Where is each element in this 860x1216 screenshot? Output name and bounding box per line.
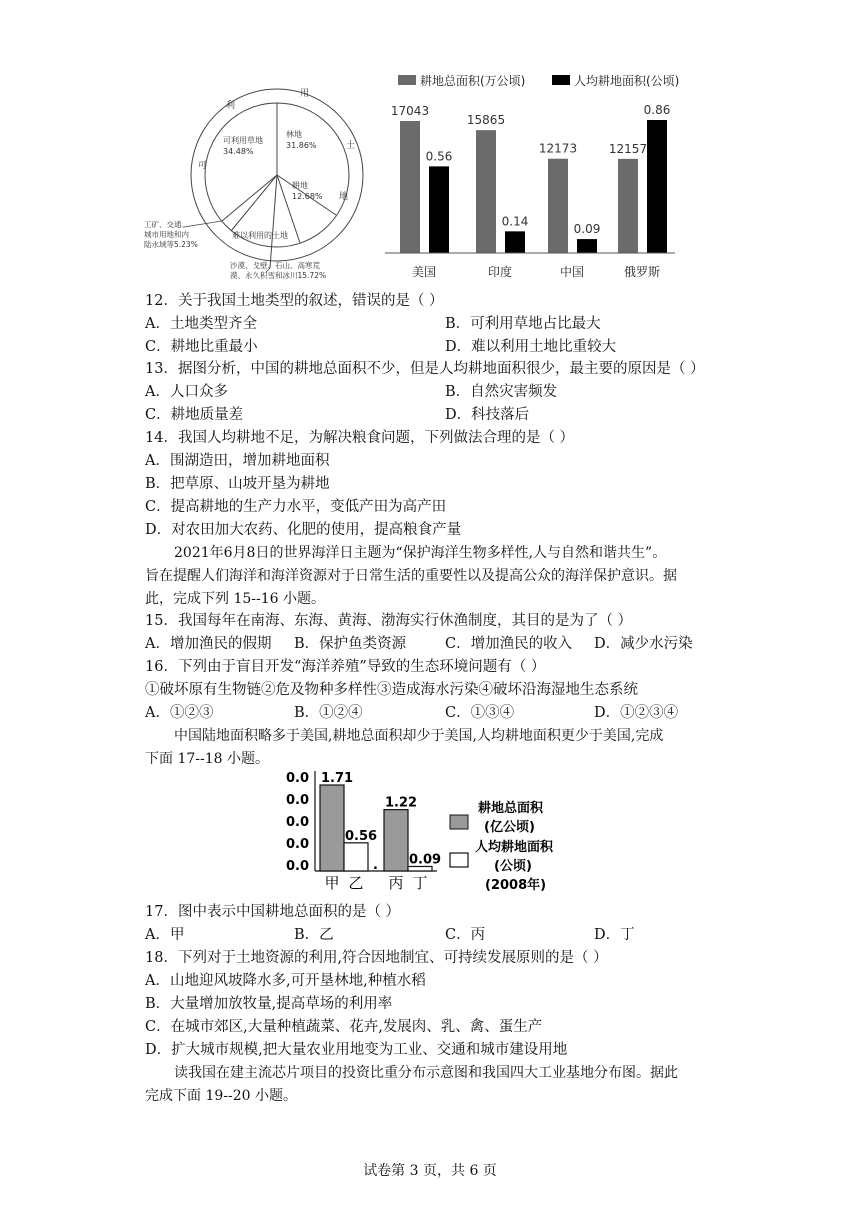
callout-industrial-1: 工矿、交通、 — [144, 220, 189, 229]
small-y-tick-1: 0.0 — [286, 793, 310, 808]
passage2-line2: 下面 17--18 小题。 — [145, 751, 269, 767]
q17-option-a[interactable]: A．甲 — [145, 927, 185, 943]
passage2-line1: 中国陆地面积略多于美国,耕地总面积却少于美国,人均耕地面积更少于美国,完成 — [174, 728, 664, 744]
small-bar-1 — [344, 843, 368, 871]
q14-option-a[interactable]: A．围湖造田，增加耕地面积 — [145, 453, 330, 469]
small-bar-label-2: 1.22 — [385, 795, 418, 811]
bar-per-capita-1 — [505, 231, 525, 253]
q13-stem: 13．据图分析，中国的耕地总面积不少，但是人均耕地面积很少，最主要的原因是（ ） — [145, 361, 705, 377]
category-label-2: 中国 — [559, 265, 585, 279]
legend-swatch-0 — [398, 75, 416, 85]
ring-label-li: 利 — [226, 101, 236, 111]
slice-label-farm: 耕地 — [292, 181, 308, 190]
passage3-line2: 完成下面 19--20 小题。 — [145, 1088, 297, 1104]
q18-option-a[interactable]: A．山地迎风坡降水多,可开垦林地,种植水稻 — [145, 973, 426, 989]
legend-per-line2: (公顷) — [494, 859, 532, 874]
q15-option-d[interactable]: D．减少水污染 — [594, 636, 693, 652]
ring-label-di: 地 — [339, 192, 349, 202]
legend-per-line1: 人均耕地面积 — [475, 840, 554, 855]
slice-value-grass: 34.48% — [223, 147, 254, 156]
small-y-tick-0: 0.0 — [286, 771, 310, 786]
legend-swatch-per-capita — [450, 853, 468, 867]
bar-total-label-1: 15865 — [466, 113, 506, 128]
q18-option-d[interactable]: D．扩大城市规模,把大量农业用地变为工业、交通和城市建设用地 — [145, 1042, 568, 1058]
q15-stem: 15．我国每年在南海、东海、黄海、渤海实行休渔制度，其目的是为了（ ） — [145, 613, 633, 629]
passage3-line1: 读我国在建主流芯片项目的投资比重分布示意图和我国四大工业基地分布图。据此 — [174, 1065, 678, 1081]
callout-industrial-2: 城市用地和内 — [144, 230, 189, 239]
legend-swatch-total — [450, 815, 468, 829]
category-label-0: 美国 — [411, 265, 437, 279]
q13-option-d[interactable]: D．科技落后 — [445, 407, 530, 423]
small-category-2: 丙 — [388, 874, 404, 892]
q18-option-b[interactable]: B．大量增加放牧量,提高草场的利用率 — [145, 996, 393, 1012]
ring-label-ke: 可 — [198, 161, 208, 171]
bar-per-capita-label-0: 0.56 — [425, 149, 453, 164]
passage1-line2: 旨在提醒人们海洋和海洋资源对于日常生活的重要性以及提高公众的海洋保护意识。据 — [145, 568, 677, 584]
q17-option-d[interactable]: D．丁 — [594, 927, 635, 943]
small-y-tick-2: 0.0 — [286, 815, 310, 830]
q17-option-b[interactable]: B．乙 — [294, 927, 334, 943]
bar-total-label-0: 17043 — [390, 104, 430, 118]
bar-total-2 — [548, 159, 568, 253]
legend-swatch-1 — [552, 75, 570, 85]
bar-per-capita-2 — [577, 239, 597, 253]
legend-year: (2008年) — [485, 878, 547, 893]
bar-total-label-3: 12157 — [608, 141, 648, 156]
q16-option-d[interactable]: D．①②③④ — [594, 705, 679, 721]
q16-stem: 16．下列由于盲目开发“海洋养殖”导致的生态环境问题有（ ） — [145, 659, 546, 675]
q17-option-c[interactable]: C．丙 — [445, 927, 486, 943]
legend-label-1: 人均耕地面积(公顷) — [574, 74, 680, 88]
callout-desert-1: 沙漠、戈壁、石山、高寒荒 — [230, 261, 320, 270]
q15-option-c[interactable]: C．增加渔民的收入 — [445, 636, 573, 652]
q16-items: ①破坏原有生物链②危及物种多样性③造成海水污染④破坏沿海湿地生态系统 — [145, 682, 638, 698]
small-y-tick-3: 0.0 — [286, 837, 310, 852]
q16-option-b[interactable]: B．①②④ — [294, 705, 363, 721]
land-use-pie-chart — [140, 75, 370, 285]
small-bar-label-1: 0.56 — [345, 828, 378, 844]
small-category-0: 甲 — [324, 874, 340, 892]
legend-total-line2: (亿公顷) — [484, 820, 535, 835]
q18-stem: 18．下列对于土地资源的利用,符合因地制宜、可持续发展原则的是（ ） — [145, 950, 608, 966]
small-bar-2 — [384, 810, 408, 871]
q16-option-a[interactable]: A．①②③ — [145, 705, 214, 721]
q14-option-d[interactable]: D．对农田加大农药、化肥的使用，提高粮食产量 — [145, 522, 462, 538]
q13-option-b[interactable]: B．自然灾害频发 — [445, 384, 558, 400]
q13-option-a[interactable]: A．人口众多 — [145, 384, 228, 400]
slice-value-forest: 31.86% — [286, 141, 317, 150]
q18-option-c[interactable]: C．在城市郊区,大量种植蔬菜、花卉,发展肉、乳、禽、蛋生产 — [145, 1019, 543, 1035]
q15-option-b[interactable]: B．保护鱼类资源 — [294, 636, 407, 652]
farmland-comparison-chart — [282, 765, 572, 895]
q12-option-c[interactable]: C．耕地比重最小 — [145, 339, 258, 355]
slice-value-farm: 12.68% — [292, 192, 323, 201]
callout-desert-2: 漠、永久积雪和冰川15.72% — [230, 271, 327, 280]
ring-label-yong: 用 — [300, 89, 310, 99]
bar-per-capita-label-3: 0.86 — [643, 103, 671, 117]
bar-total-0 — [400, 121, 420, 253]
bar-total-3 — [618, 159, 638, 253]
passage1-line1: 2021年6月8日的世界海洋日主题为“保护海洋生物多样性,人与自然和谐共生”。 — [174, 545, 667, 561]
q12-stem: 12．关于我国土地类型的叙述，错误的是（ ） — [145, 293, 444, 309]
q14-stem: 14．我国人均耕地不足，为解决粮食问题，下列做法合理的是（ ） — [145, 430, 575, 446]
bar-per-capita-3 — [647, 120, 667, 253]
q12-option-b[interactable]: B．可利用草地占比最大 — [445, 316, 601, 332]
q12-option-d[interactable]: D．难以利用土地比重较大 — [445, 339, 617, 355]
small-bar-0 — [320, 785, 344, 871]
bar-total-label-2: 12173 — [538, 141, 578, 156]
slice-label-forest: 林地 — [286, 130, 302, 139]
ring-label-tu: 土 — [346, 141, 356, 151]
small-chart-dot: . — [373, 858, 378, 873]
q14-option-b[interactable]: B．把草原、山坡开垦为耕地 — [145, 476, 330, 492]
slice-label-grass: 可利用草地 — [223, 136, 263, 145]
callout-industrial-3: 陆水域等5.23% — [144, 240, 198, 249]
small-bar-label-0: 1.71 — [321, 771, 354, 786]
q16-option-c[interactable]: C．①③④ — [445, 705, 515, 721]
slice-label-hard-land: 难以利用的土地 — [232, 231, 288, 240]
country-farmland-bar-chart — [380, 70, 680, 285]
category-label-1: 印度 — [487, 265, 513, 279]
small-y-tick-4: 0.0 — [286, 859, 310, 874]
legend-label-0: 耕地总面积(万公顷) — [420, 74, 526, 88]
bar-per-capita-label-2: 0.09 — [573, 222, 601, 237]
category-label-3: 俄罗斯 — [623, 265, 661, 279]
legend-total-line1: 耕地总面积 — [478, 801, 544, 816]
q12-option-a[interactable]: A．土地类型齐全 — [145, 316, 257, 332]
page-footer: 试卷第 3 页，共 6 页 — [363, 1163, 497, 1179]
small-bar-label-3: 0.09 — [409, 852, 442, 868]
bar-per-capita-0 — [429, 166, 449, 253]
passage1-line3: 此，完成下列 15--16 小题。 — [145, 591, 325, 607]
q15-option-a[interactable]: A．增加渔民的假期 — [145, 636, 272, 652]
q14-option-c[interactable]: C．提高耕地的生产力水平，变低产田为高产田 — [145, 499, 447, 515]
bar-total-1 — [476, 130, 496, 253]
bar-per-capita-label-1: 0.14 — [501, 214, 529, 229]
q13-option-c[interactable]: C．耕地质量差 — [145, 407, 244, 423]
small-category-1: 乙 — [348, 874, 364, 892]
q17-stem: 17．图中表示中国耕地总面积的是（ ） — [145, 904, 401, 920]
small-category-3: 丁 — [412, 874, 428, 892]
